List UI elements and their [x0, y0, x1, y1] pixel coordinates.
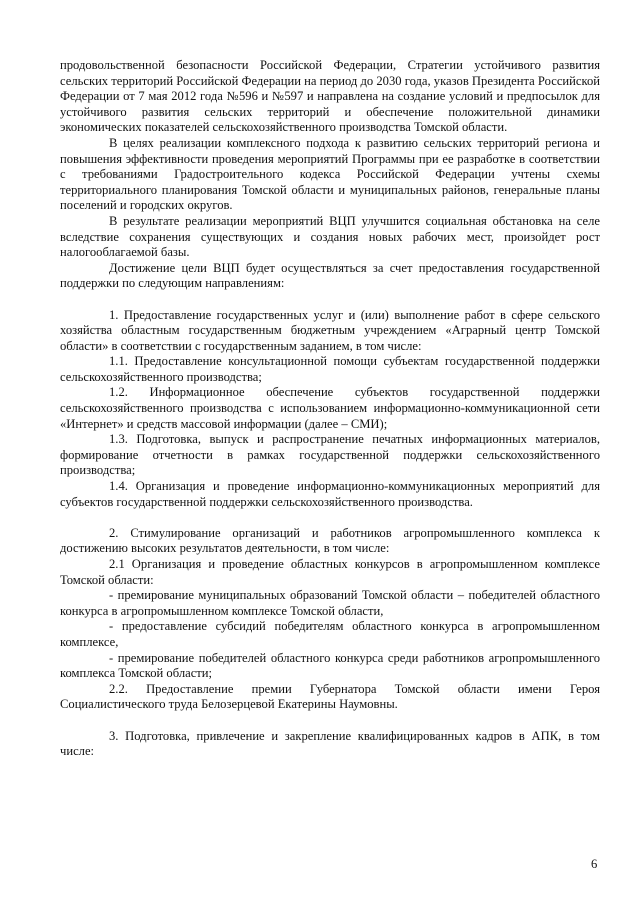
spacer: [60, 510, 600, 526]
paragraph-directions: Достижение цели ВЦП будет осуществляться за счет предоставления государственной поддержки по следующим направлениям:: [60, 260, 600, 291]
paragraph-results: В результате реализации мероприятий ВЦП улучшится социальная обстановка на селе вследствие сохранения существующих и создания новых рабочих мест, произойдет рост налогооблагаемой базы.: [60, 213, 600, 260]
paragraph-section-2: 2. Стимулирование организаций и работников агропромышленного комплекса к достижению высоких результатов деятельности, в том числе:: [60, 525, 600, 556]
paragraph-bullet-2: - предоставление субсидий победителям областного конкурса в агропромышленном комплексе,: [60, 619, 600, 649]
paragraph-complex-approach: В целях реализации комплексного подхода к развитию сельских территорий региона и повышения эффективности проведения мероприятий Программы при ее разработке в соответствии с требованиями Градостроительного кодекса Российской Федерации учтены схемы территориального планирования Томской области и муниципальных районов, генеральные планы поселений и городских округов.: [60, 135, 600, 213]
paragraph-section-1: 1. Предоставление государственных услуг и (или) выполнение работ в сфере сельского хозяйства областным государственным бюджетным учреждением «Аграрный центр Томской области» в соответствии с государственным заданием, в том числе:: [60, 307, 600, 353]
paragraph-item-2-1: 2.1 Организация и проведение областных конкурсов в агропромышленном комплексе Томской области:: [60, 557, 600, 587]
paragraph-bullet-1: - премирование муниципальных образований Томской области – победителей областного конкурса в агропромышленном комплексе Томской области,: [60, 588, 600, 618]
paragraph-item-1-4: 1.4. Организация и проведение информационно-коммуникационных мероприятий для субъектов государственной поддержки сельскохозяйственного производства.: [60, 479, 600, 509]
paragraph-intro: продовольственной безопасности Российской Федерации, Стратегии устойчивого развития сельских территорий Российской Федерации на период до 2030 года, указов Президента Российской Федерации от 7 мая 2012 года №596 и №597 и направлена на создание условий и предпосылок для устойчивого развития сельских территорий и обеспечение положительной динамики экономических показателей сельскохозяйственного производства Томской области.: [60, 58, 600, 135]
spacer: [60, 292, 600, 308]
spacer: [60, 713, 600, 729]
paragraph-item-2-2: 2.2. Предоставление премии Губернатора Томской области имени Героя Социалистического труда Белозерцевой Екатерины Наумовны.: [60, 681, 600, 712]
paragraph-item-1-3: 1.3. Подготовка, выпуск и распространение печатных информационных материалов, формирование отчетности в рамках государственной поддержки сельскохозяйственного производства;: [60, 432, 600, 478]
document-body: [60, 58, 600, 760]
paragraph-section-3: 3. Подготовка, привлечение и закрепление квалифицированных кадров в АПК, в том числе:: [60, 728, 600, 759]
paragraph-item-1-2: 1.2. Информационное обеспечение субъектов государственной поддержки сельскохозяйственного производства с использованием информационно-коммуникационной сети «Интернет» и средств массовой информации (далее – СМИ);: [60, 385, 600, 431]
paragraph-bullet-3: - премирование победителей областного конкурса среди работников агропромышленного комплекса Томской области;: [60, 650, 600, 681]
paragraph-item-1-1: 1.1. Предоставление консультационной помощи субъектам государственной поддержки сельскохозяйственного производства;: [60, 354, 600, 384]
page-number: 6: [591, 857, 598, 871]
